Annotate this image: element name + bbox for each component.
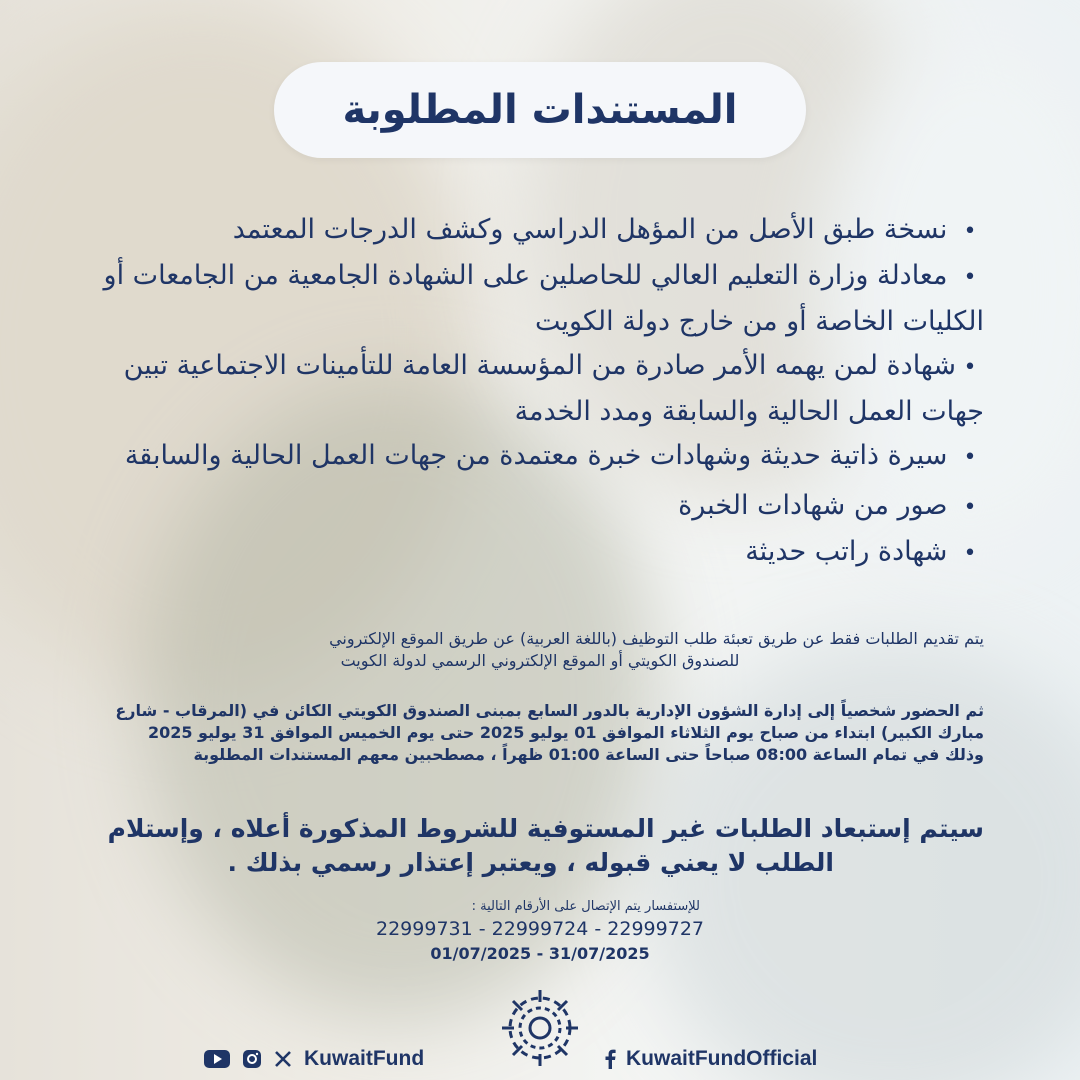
list-item: • صور من شهادات الخبرة (678, 490, 977, 521)
contact-block (340, 898, 740, 966)
warning-line-1: سيتم إستبعاد الطلبات غير المستوفية للشروط المذكورة أعلاه ، وإستلام (107, 814, 984, 843)
attendance-paragraph (96, 700, 984, 766)
contact-dates: 01/07/2025 - 31/07/2025 (430, 944, 650, 963)
warning-line-2: الطلب لا يعني قبوله ، ويعتبر إعتذار رسمي بذلك . (227, 848, 834, 877)
kuwait-fund-logo (498, 986, 582, 1070)
instagram-icon[interactable] (242, 1049, 262, 1069)
list-item: • شهادة راتب حديثة (745, 536, 977, 567)
footer-handle-left[interactable]: KuwaitFund (304, 1047, 425, 1070)
facebook-icon[interactable] (604, 1049, 616, 1069)
submission-paragraph (96, 628, 984, 672)
warning-notice (96, 812, 984, 880)
list-item: • معادلة وزارة التعليم العالي للحاصلين على الشهادة الجامعية من الجامعات أو الكليات الخاصة أو من خارج دولة الكويت (103, 260, 984, 337)
title-pill (274, 62, 806, 158)
contact-intro: للإستفسار يتم الإتصال على الأرقام التالية : (471, 899, 700, 914)
attendance-line-2: مبارك الكبير) ابتداء من صباح يوم الثلاثاء الموافق 01 يوليو 2025 حتى يوم الخميس الموافق 31 يوليو 2025 (147, 723, 984, 742)
documents-list (96, 208, 984, 576)
list-item: •شهادة لمن يهمه الأمر صادرة من المؤسسة العامة للتأمينات الاجتماعية تبين جهات العمل الحالية والسابقة ومدد الخدمة (123, 350, 984, 427)
footer-handle-right[interactable]: KuwaitFundOfficial (626, 1047, 818, 1070)
youtube-icon[interactable] (204, 1049, 230, 1069)
attendance-line-3: وذلك في تمام الساعة 08:00 صباحاً حتى الساعة 01:00 ظهراً ، مصطحبين معهم المستندات المطلوبة (193, 745, 984, 764)
list-item: • نسخة طبق الأصل من المؤهل الدراسي وكشف الدرجات المعتمد (232, 214, 977, 245)
contact-phones: 22999731 - 22999724 - 22999727 (376, 918, 704, 940)
x-icon[interactable] (274, 1050, 292, 1068)
footer-right (604, 1042, 817, 1076)
footer-left (204, 1042, 424, 1076)
submission-line-1: يتم تقديم الطلبات فقط عن طريق تعبئة طلب التوظيف (باللغة العربية) عن طريق الموقع الإلكتروني (329, 629, 984, 648)
attendance-line-1: ثم الحضور شخصياً إلى إدارة الشؤون الإدارية بالدور السابع بمبنى الصندوق الكويتي الكائن في (المرقاب - شارع (115, 701, 984, 720)
page-title: المستندات المطلوبة (342, 87, 738, 133)
submission-line-2: للصندوق الكويتي أو الموقع الإلكتروني الرسمي لدولة الكويت (340, 651, 740, 670)
list-item: • سيرة ذاتية حديثة وشهادات خبرة معتمدة من جهات العمل الحالية والسابقة (124, 440, 977, 471)
